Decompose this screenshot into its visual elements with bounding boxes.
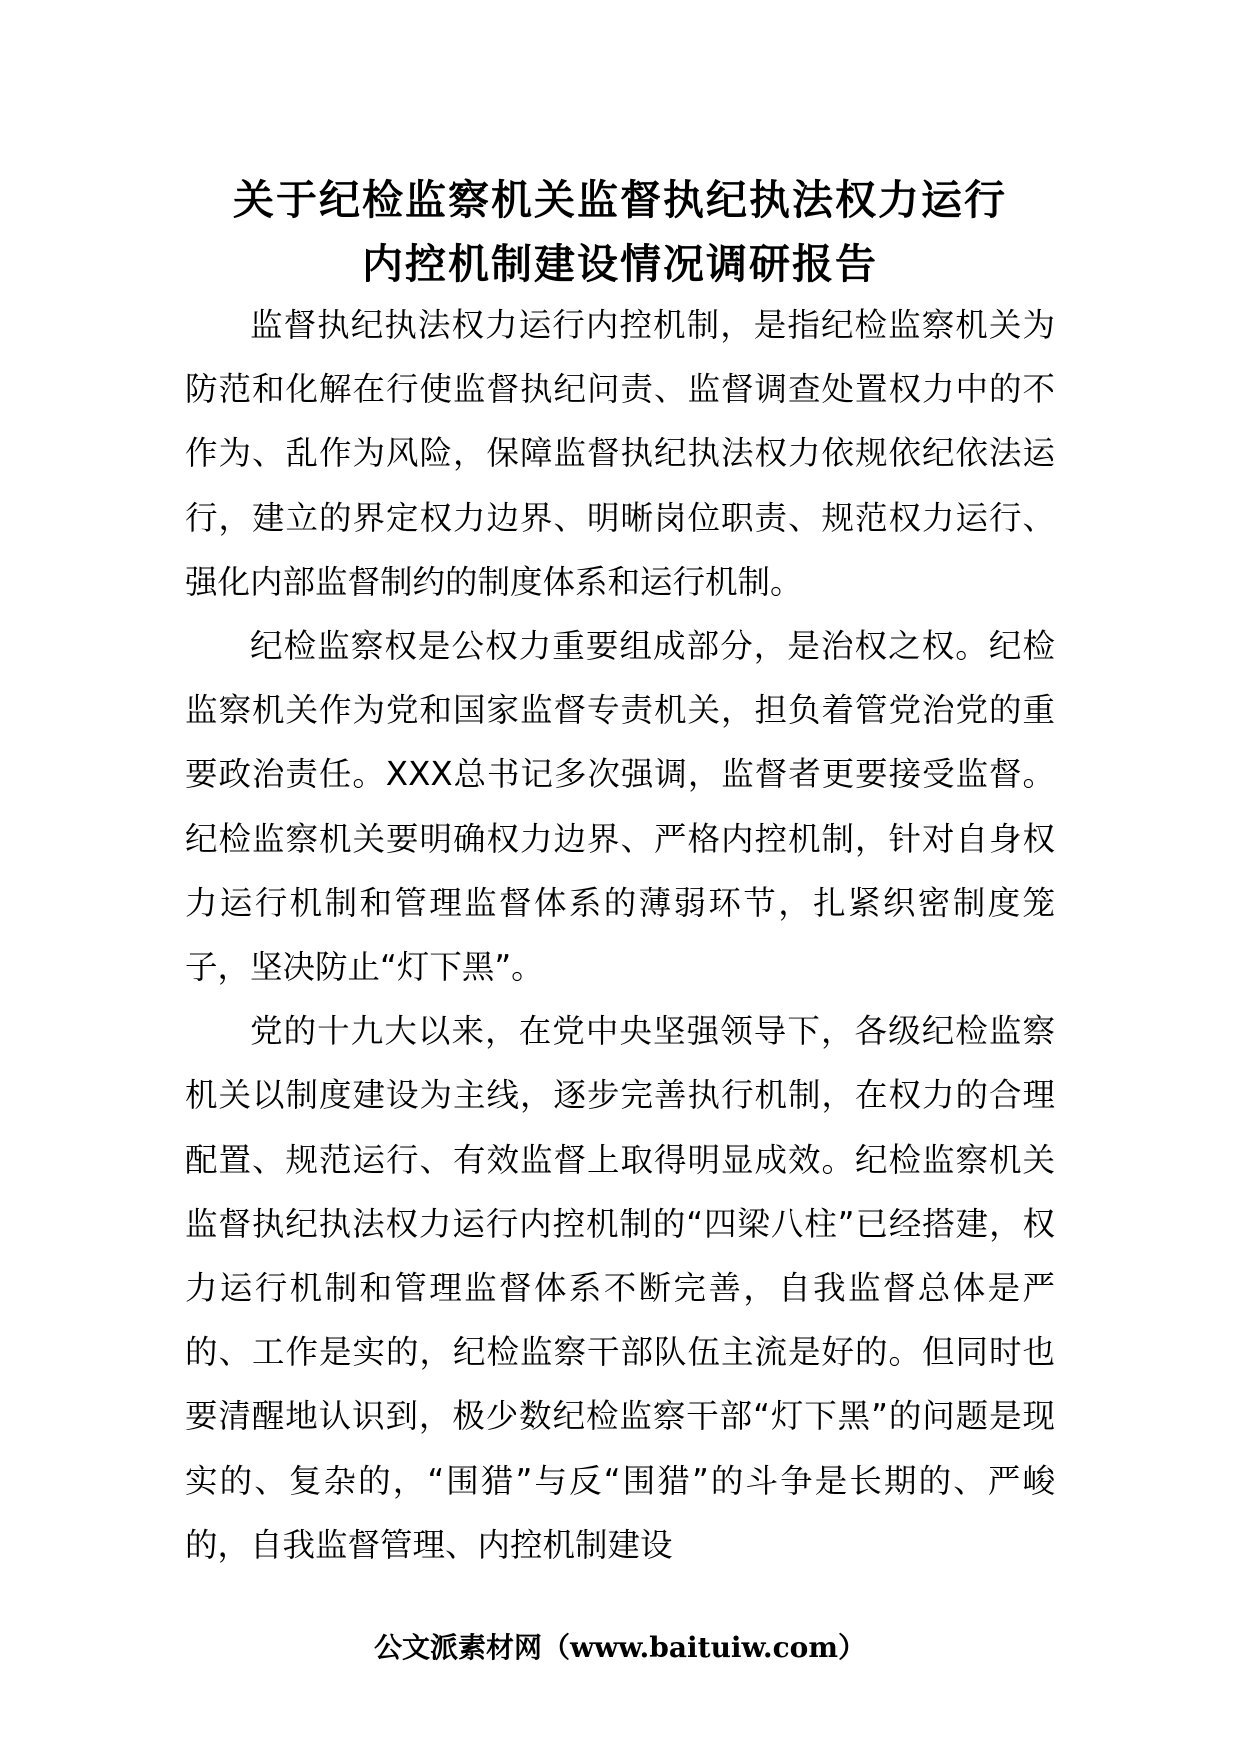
title-line-1: 关于纪检监察机关监督执纪执法权力运行 (233, 176, 1007, 224)
paragraph-1: 监督执纪执法权力运行内控机制，是指纪检监察机关为防范和化解在行使监督执纪问责、监督调查处置权力中的不作为、乱作为风险，保障监督执纪执法权力依规依纪依法运行，建立的界定权力边界、明晰岗位职责、规范权力运行、强化内部监督制约的制度体系和运行机制。 (185, 306, 1055, 601)
paragraph-2: 纪检监察权是公权力重要组成部分，是治权之权。纪检监察机关作为党和国家监督专责机关，担负着管党治党的重要政治责任。XXX总书记多次强调，监督者更要接受监督。纪检监察机关要明确权力边界、严格内控机制，针对自身权力运行机制和管理监督体系的薄弱环节，扎紧织密制度笼子，坚决防止“灯下黑”。 (185, 627, 1055, 987)
title-line-2: 内控机制建设情况调研报告 (362, 240, 878, 288)
footer-watermark: 公文派素材网（www.baituiw.com） (374, 1631, 866, 1664)
document-title (150, 168, 1090, 296)
paragraph-3: 党的十九大以来，在党中央坚强领导下，各级纪检监察机关以制度建设为主线，逐步完善执行机制，在权力的合理配置、规范运行、有效监督上取得明显成效。纪检监察机关监督执纪执法权力运行内控机制的“四梁八柱”已经搭建，权力运行机制和管理监督体系不断完善，自我监督总体是严的、工作是实的，纪检监察干部队伍主流是好的。但同时也要清醒地认识到，极少数纪检监察干部“灯下黑”的问题是现实的、复杂的，“围猎”与反“围猎”的斗争是长期的、严峻的，自我监督管理、内控机制建设 (185, 1012, 1055, 1564)
document-body (185, 293, 1055, 1577)
